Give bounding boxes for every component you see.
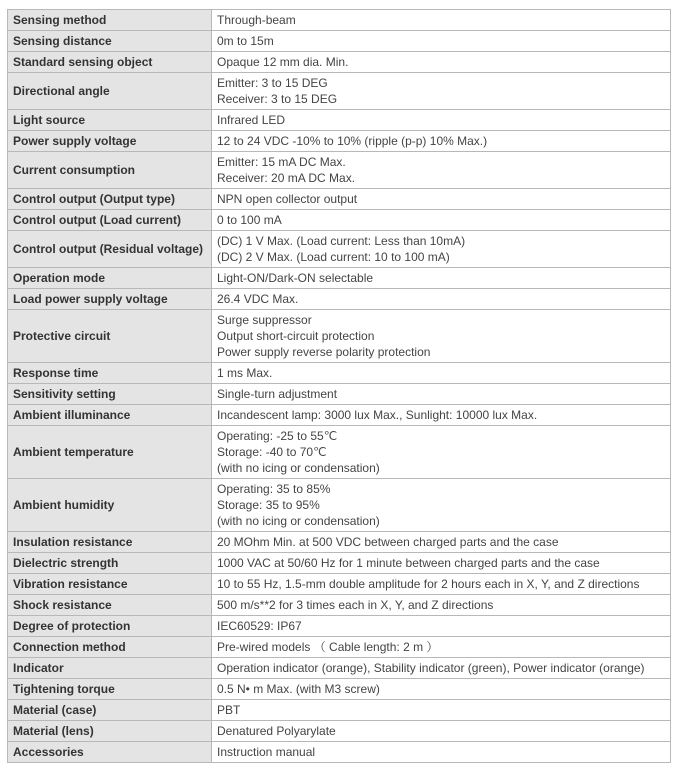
spec-value-line: Operating: -25 to 55℃ [217,429,338,443]
spec-value-line: 10 to 55 Hz, 1.5-mm double amplitude for 2 hours each in X, Y, and Z directions [217,577,640,591]
spec-value [212,405,671,426]
spec-value [212,742,671,763]
spec-label: Standard sensing object [8,52,212,73]
spec-value-line: Denatured Polyarylate [217,724,336,738]
spec-row [8,574,671,595]
spec-value-line: 1 ms Max. [217,366,273,380]
spec-label: Indicator [8,658,212,679]
spec-value [212,616,671,637]
spec-value [212,595,671,616]
spec-value-line: (with no icing or condensation) [217,514,380,528]
spec-row [8,189,671,210]
spec-row [8,532,671,553]
spec-label: Vibration resistance [8,574,212,595]
spec-value [212,658,671,679]
spec-row [8,384,671,405]
spec-label: Directional angle [8,73,212,110]
spec-label: Material (case) [8,700,212,721]
spec-row [8,73,671,110]
spec-label: Insulation resistance [8,532,212,553]
spec-value-line: Surge suppressor [217,313,312,327]
spec-value-line: 0m to 15m [217,34,274,48]
spec-label: Current consumption [8,152,212,189]
spec-label: Sensitivity setting [8,384,212,405]
spec-value-line: Opaque 12 mm dia. Min. [217,55,349,69]
spec-value [212,721,671,742]
spec-value [212,231,671,268]
spec-value-line: Receiver: 20 mA DC Max. [217,171,356,185]
spec-value-line: Through-beam [217,13,296,27]
spec-value [212,426,671,479]
spec-value [212,637,671,658]
spec-row [8,289,671,310]
spec-value-line: Operating: 35 to 85% [217,482,331,496]
spec-value-line: Single-turn adjustment [217,387,338,401]
spec-label: Shock resistance [8,595,212,616]
spec-label: Tightening torque [8,679,212,700]
spec-row [8,310,671,363]
spec-value [212,31,671,52]
spec-value-line: Emitter: 15 mA DC Max. [217,155,346,169]
spec-value-line: Operation indicator (orange), Stability indicator (green), Power indicator (orange) [217,661,645,675]
spec-value-line: (DC) 1 V Max. (Load current: Less than 10mA) [217,234,466,248]
spec-value [212,384,671,405]
spec-label: Connection method [8,637,212,658]
spec-value-line: PBT [217,703,241,717]
spec-value-line: Incandescent lamp: 3000 lux Max., Sunlight: 10000 lux Max. [217,408,538,422]
spec-row [8,637,671,658]
spec-label: Operation mode [8,268,212,289]
spec-value [212,210,671,231]
spec-row [8,110,671,131]
spec-value [212,574,671,595]
spec-row [8,210,671,231]
spec-row [8,231,671,268]
spec-row [8,131,671,152]
spec-row [8,363,671,384]
spec-row [8,679,671,700]
spec-value-line: 0 to 100 mA [217,213,282,227]
specification-table [7,9,671,763]
spec-value-line: 20 MOhm Min. at 500 VDC between charged parts and the case [217,535,559,549]
spec-label: Material (lens) [8,721,212,742]
spec-label: Ambient temperature [8,426,212,479]
spec-label: Load power supply voltage [8,289,212,310]
specification-table-body [8,10,671,763]
spec-row [8,31,671,52]
spec-row [8,658,671,679]
spec-value [212,73,671,110]
spec-row [8,52,671,73]
spec-label: Protective circuit [8,310,212,363]
spec-label: Sensing distance [8,31,212,52]
spec-value [212,479,671,532]
spec-value [212,10,671,31]
spec-row [8,152,671,189]
spec-value [212,310,671,363]
spec-label: Control output (Residual voltage) [8,231,212,268]
spec-value-line: Emitter: 3 to 15 DEG [217,76,328,90]
spec-label: Accessories [8,742,212,763]
spec-value [212,553,671,574]
spec-value-line: 500 m/s**2 for 3 times each in X, Y, and Z directions [217,598,494,612]
spec-value [212,363,671,384]
spec-label: Light source [8,110,212,131]
spec-row [8,742,671,763]
spec-row [8,268,671,289]
spec-value [212,532,671,553]
spec-row [8,616,671,637]
spec-value [212,131,671,152]
spec-row [8,553,671,574]
spec-label: Response time [8,363,212,384]
spec-value-line: Infrared LED [217,113,286,127]
spec-value [212,700,671,721]
spec-value [212,679,671,700]
spec-label: Control output (Load current) [8,210,212,231]
spec-row [8,700,671,721]
spec-value-line: Storage: -40 to 70℃ [217,445,327,459]
spec-value [212,289,671,310]
spec-value [212,152,671,189]
spec-row [8,479,671,532]
spec-value-line: Storage: 35 to 95% [217,498,320,512]
spec-value-line: (DC) 2 V Max. (Load current: 10 to 100 mA) [217,250,450,264]
spec-value-line: (with no icing or condensation) [217,461,380,475]
spec-row [8,595,671,616]
spec-value-line: 12 to 24 VDC -10% to 10% (ripple (p-p) 10% Max.) [217,134,488,148]
spec-value-line: IEC60529: IP67 [217,619,302,633]
spec-value-line: Pre-wired models （ Cable length: 2 m ） [217,640,439,654]
spec-value [212,189,671,210]
spec-label: Power supply voltage [8,131,212,152]
spec-value [212,52,671,73]
spec-label: Ambient humidity [8,479,212,532]
spec-value-line: 26.4 VDC Max. [217,292,299,306]
spec-label: Sensing method [8,10,212,31]
spec-value-line: 0.5 N• m Max. (with M3 screw) [217,682,380,696]
spec-value-line: 1000 VAC at 50/60 Hz for 1 minute between charged parts and the case [217,556,600,570]
spec-value-line: Instruction manual [217,745,316,759]
spec-value-line: Receiver: 3 to 15 DEG [217,92,338,106]
spec-value-line: Light-ON/Dark-ON selectable [217,271,374,285]
spec-row [8,721,671,742]
spec-value [212,110,671,131]
spec-row [8,10,671,31]
spec-label: Ambient illuminance [8,405,212,426]
spec-label: Dielectric strength [8,553,212,574]
spec-row [8,426,671,479]
spec-value-line: NPN open collector output [217,192,358,206]
spec-row [8,405,671,426]
spec-label: Control output (Output type) [8,189,212,210]
spec-value [212,268,671,289]
spec-label: Degree of protection [8,616,212,637]
spec-value-line: Output short-circuit protection [217,329,375,343]
spec-value-line: Power supply reverse polarity protection [217,345,431,359]
